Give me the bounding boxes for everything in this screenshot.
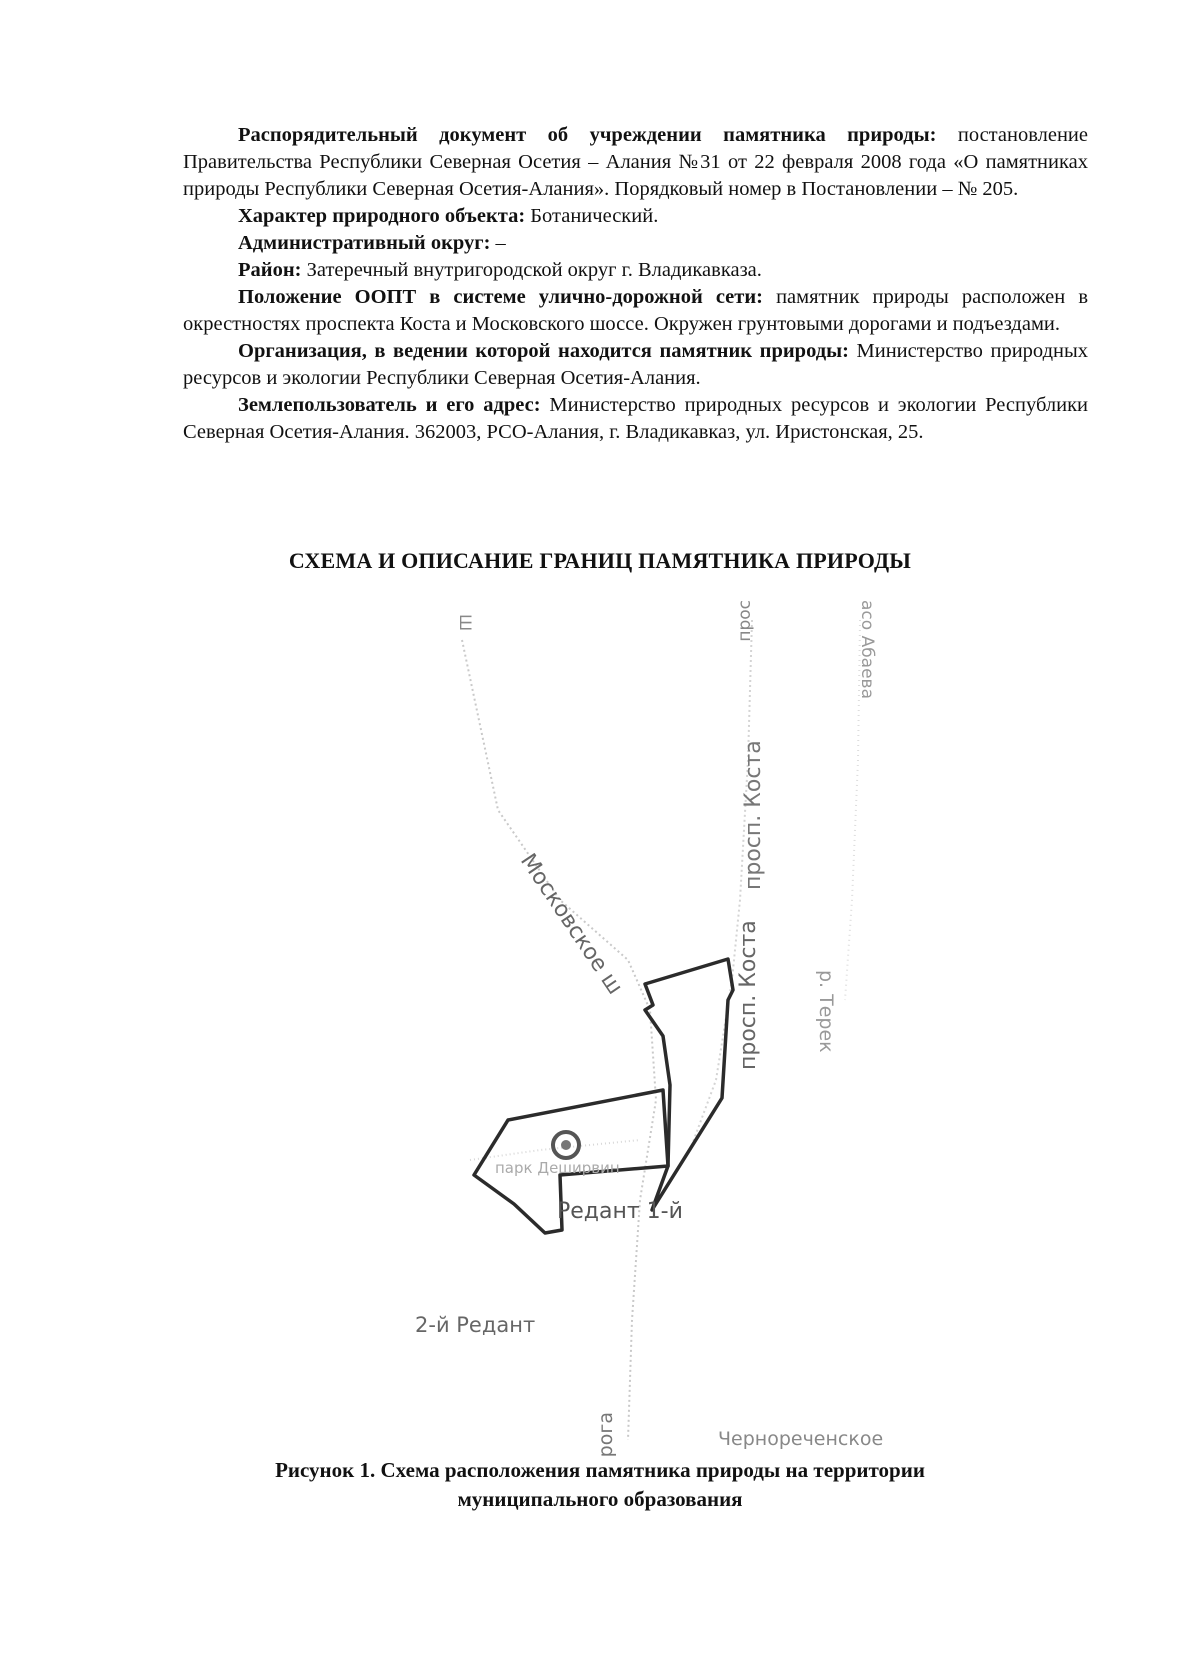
label-chernorechenskoe: Чернореченское <box>718 1428 884 1450</box>
figure-caption <box>0 1456 1200 1514</box>
section-title: СХЕМА И ОПИСАНИЕ ГРАНИЦ ПАМЯТНИКА ПРИРОДЫ <box>288 548 912 573</box>
text-organization: Министерство природных ресурсов и экологии Республики Северная Осетия-Алания. <box>183 340 1089 389</box>
label-redant-2: 2-й Редант <box>415 1313 536 1337</box>
text-decree: постановление Правительства Республики Северная Осетия – Алания №31 от 22 февраля 2008 года «О памятниках природы Республики Северная Осетия-Алания». Порядковый номер в Постановлении – № 205. <box>183 124 1088 200</box>
label-district: Район: <box>238 259 302 281</box>
label-terek: р. Терек <box>815 970 837 1053</box>
label-character: Характер природного объекта: <box>238 205 526 227</box>
label-top-left-mark: Ш <box>456 614 475 632</box>
park-marker-icon <box>553 1132 579 1158</box>
label-abaeva: асо Абаева <box>857 600 877 699</box>
text-land-user: Министерство природных ресурсов и экологии Республики Северная Осетия-Алания. 362003, РСО-Алания, г. Владикавказ, ул. Иристонская, 25. <box>183 394 1088 443</box>
label-organization: Организация, в ведении которой находится памятник природы: <box>238 340 849 362</box>
text-district: Затеречный внутригородской округ г. Владикавказа. <box>301 259 762 281</box>
label-park: парк Деширвин <box>495 1159 620 1177</box>
label-kosta-lower: просп. Коста <box>736 920 761 1070</box>
caption-line-1: Рисунок 1. Схема расположения памятника природы на территории <box>275 1458 925 1482</box>
text-character: Ботанический. <box>525 205 659 227</box>
label-kosta-top: просп. Коста <box>741 740 766 890</box>
label-moskovskoe: Московское ш <box>515 849 628 1000</box>
label-kosta-small: прос <box>735 600 755 642</box>
text-road-network: памятник природы расположен в окрестностях проспекта Коста и Московского шоссе. Окружен грунтовыми дорогами и подъездами. <box>183 286 1088 335</box>
label-doroga: рога <box>595 1412 617 1458</box>
monument-boundary-north <box>645 959 733 1210</box>
text-admin-okrug: – <box>490 232 506 254</box>
label-land-user: Землепользователь и его адрес: <box>238 394 541 416</box>
caption-line-2: муниципального образования <box>457 1487 743 1511</box>
label-admin-okrug: Административный округ: <box>238 232 491 254</box>
label-road-network: Положение ООПТ в системе улично-дорожной сети: <box>238 286 763 308</box>
label-redant-1: Редант 1-й <box>557 1199 683 1224</box>
label-decree: Распорядительный документ об учреждении памятника природы: <box>238 124 937 146</box>
